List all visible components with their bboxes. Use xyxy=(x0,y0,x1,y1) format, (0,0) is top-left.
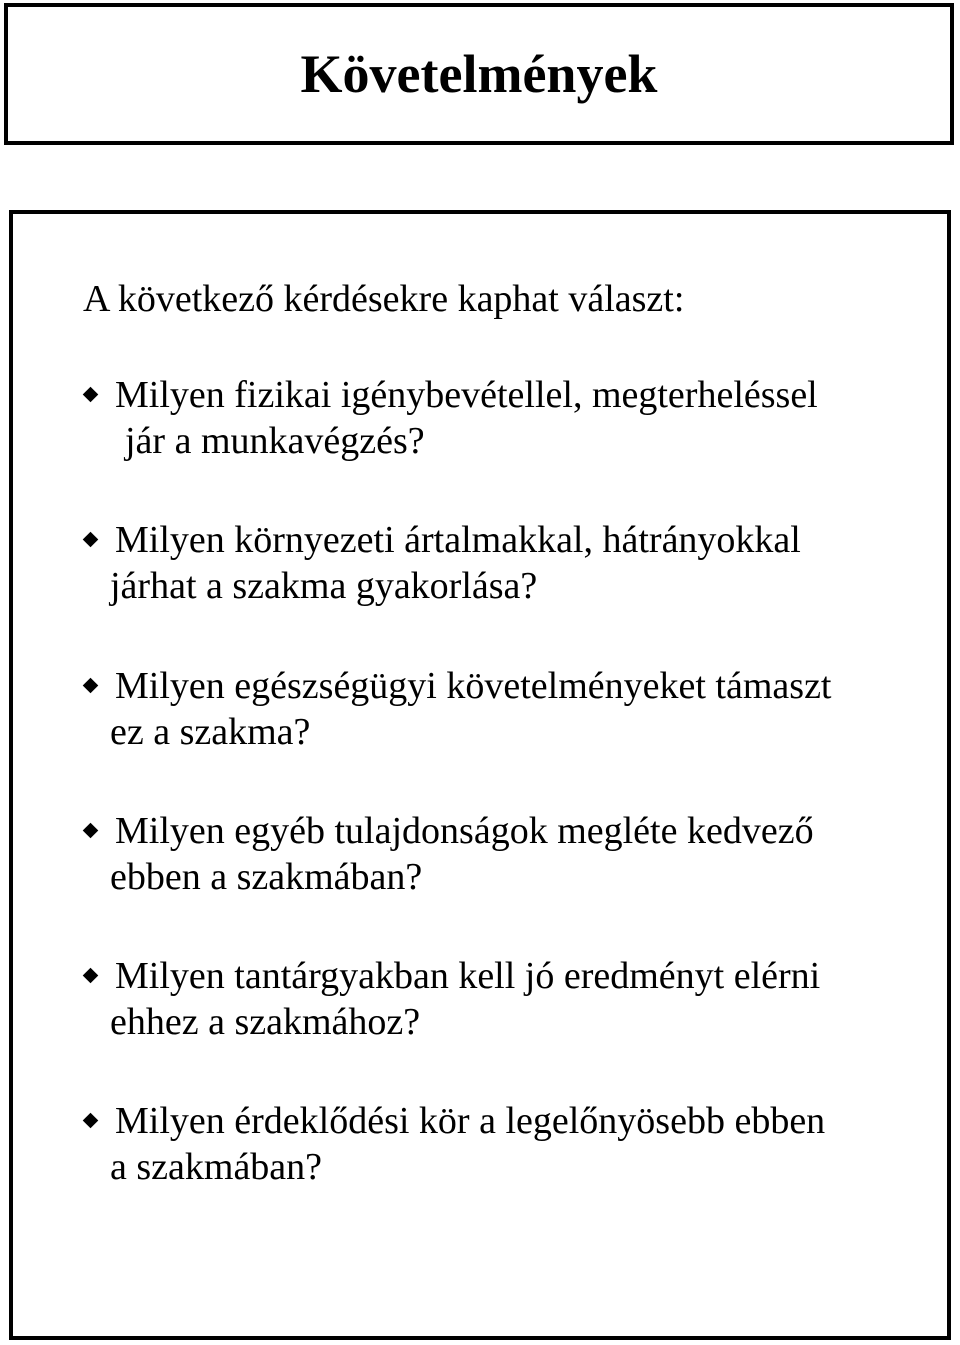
question-line: Milyen egyéb tulajdonságok megléte kedvező xyxy=(115,810,814,852)
question-item xyxy=(85,953,820,1045)
title-box xyxy=(4,3,954,145)
question-line: Milyen tantárgyakban kell jó eredményt elérni xyxy=(115,955,821,997)
question-item xyxy=(85,808,814,900)
question-line: ehhez a szakmához? xyxy=(110,1001,421,1043)
question-line: járhat a szakma gyakorlása? xyxy=(110,565,538,607)
question-line: Milyen egészségügyi követelményeket támaszt xyxy=(115,665,832,707)
question-line: Milyen fizikai igénybevétellel, megterheléssel xyxy=(115,374,818,416)
question-item xyxy=(85,1098,825,1190)
page-title: Követelmények xyxy=(300,44,658,104)
question-item xyxy=(85,517,801,609)
question-line: Milyen érdeklődési kör a legelőnyösebb ebben xyxy=(115,1100,826,1142)
question-item xyxy=(85,372,818,464)
question-line: a szakmában? xyxy=(110,1146,323,1188)
question-line: ebben a szakmában? xyxy=(110,856,423,898)
question-line: jár a munkavégzés? xyxy=(125,420,425,462)
question-item xyxy=(85,663,832,755)
question-line: ez a szakma? xyxy=(110,711,311,753)
question-line: Milyen környezeti ártalmakkal, hátrányokkal xyxy=(115,519,801,561)
content-box xyxy=(9,210,951,1340)
intro-text: A következő kérdésekre kaphat választ: xyxy=(83,278,685,320)
